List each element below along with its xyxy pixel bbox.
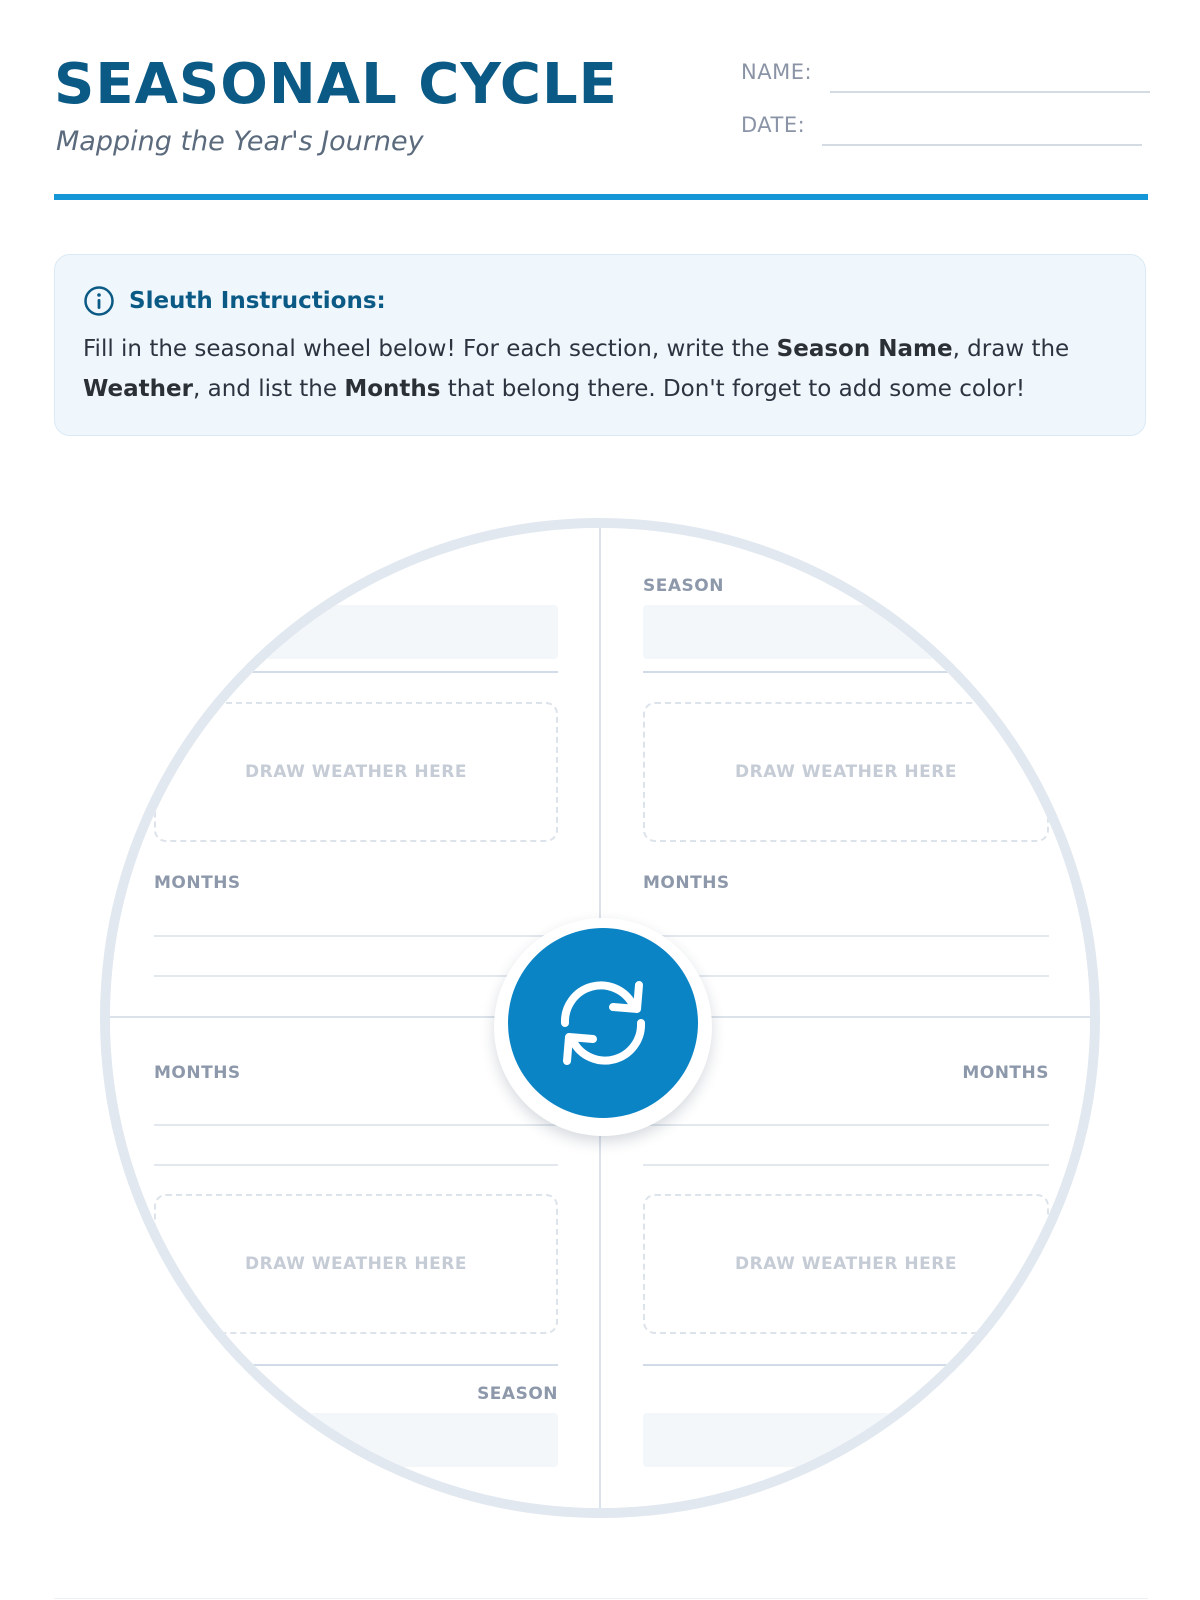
instructions-text-part: , draw the	[952, 336, 1070, 362]
weather-drawing-area[interactable]	[643, 702, 1049, 842]
instructions-header	[83, 285, 386, 317]
header-divider	[54, 194, 1148, 200]
name-field[interactable]	[830, 91, 1150, 93]
weather-drawing-area[interactable]	[643, 1194, 1049, 1334]
season-name-underline	[154, 671, 558, 673]
instructions-panel	[54, 254, 1146, 436]
season-name-underline	[643, 671, 1049, 673]
hub-badge	[508, 928, 698, 1118]
weather-drawing-area[interactable]	[154, 702, 558, 842]
draw-weather-label: DRAW WEATHER HERE	[735, 762, 957, 782]
months-label: MONTHS	[962, 1063, 1049, 1083]
draw-weather-label: DRAW WEATHER HERE	[245, 762, 467, 782]
refresh-cycle-icon	[553, 973, 653, 1073]
info-icon	[83, 285, 115, 317]
season-label: SEASON	[643, 576, 724, 596]
months-label: MONTHS	[643, 873, 730, 893]
season-name-field[interactable]	[154, 605, 558, 659]
months-line[interactable]	[643, 935, 1049, 937]
name-label: NAME:	[741, 60, 813, 84]
months-line[interactable]	[643, 1124, 1049, 1126]
months-line[interactable]	[154, 1164, 558, 1166]
weather-drawing-area[interactable]	[154, 1194, 558, 1334]
draw-weather-label: DRAW WEATHER HERE	[735, 1254, 957, 1274]
date-label: DATE:	[741, 113, 806, 137]
months-line[interactable]	[643, 975, 1049, 977]
instructions-text-part: Fill in the seasonal wheel below! For each section, write the	[83, 336, 777, 362]
page-title: SEASONAL CYCLE	[54, 52, 618, 117]
season-label: SEASON	[477, 1384, 558, 1404]
instructions-bold-weather: Weather	[83, 376, 193, 402]
season-name-underline	[643, 1364, 1049, 1366]
instructions-bold-season-name: Season Name	[776, 336, 953, 362]
months-line[interactable]	[154, 975, 558, 977]
months-line[interactable]	[154, 935, 558, 937]
page-subtitle: Mapping the Year's Journey	[56, 126, 424, 157]
months-label: MONTHS	[154, 1063, 241, 1083]
instructions-bold-months: Months	[344, 376, 441, 402]
footer-divider	[54, 1598, 1148, 1599]
instructions-text	[83, 329, 1121, 409]
months-line[interactable]	[643, 1164, 1049, 1166]
season-name-field[interactable]	[643, 1413, 1049, 1467]
months-label: MONTHS	[154, 873, 241, 893]
season-name-field[interactable]	[643, 605, 1049, 659]
instructions-text-part: that belong there. Don't forget to add some color!	[440, 376, 1026, 402]
instructions-heading: Sleuth Instructions:	[129, 288, 386, 314]
draw-weather-label: DRAW WEATHER HERE	[245, 1254, 467, 1274]
instructions-text-part: , and list the	[192, 376, 345, 402]
season-name-underline	[154, 1364, 558, 1366]
wheel-hub	[494, 918, 712, 1136]
date-field[interactable]	[822, 144, 1142, 146]
season-name-field[interactable]	[154, 1413, 558, 1467]
months-line[interactable]	[154, 1124, 558, 1126]
